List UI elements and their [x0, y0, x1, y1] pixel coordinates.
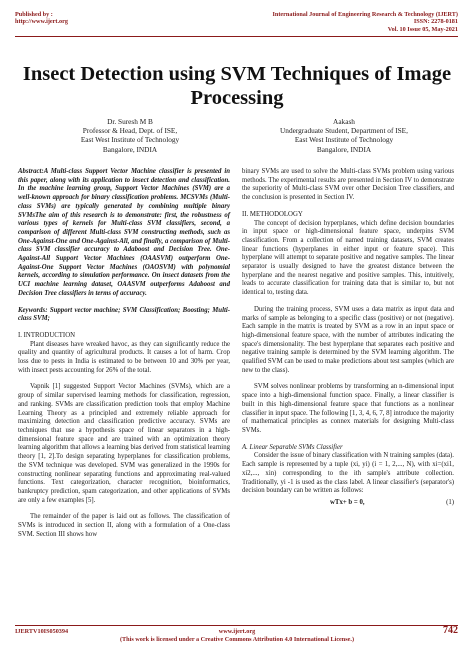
subsection-heading: A. Linear Separable SVMs Classifier	[242, 443, 343, 451]
publisher-header	[15, 11, 68, 26]
journal-issn: ISSN: 2278-0181	[413, 18, 458, 26]
journal-volume: Vol. 10 Issue 05, May-2021	[387, 25, 458, 33]
page-number: 742	[443, 625, 458, 636]
section-heading-methodology: II. METHODOLOGY	[242, 210, 303, 218]
keywords: Keywords: Support vector machine; SVM Classification; Boosting; Multi-class SVM;	[18, 306, 230, 323]
author-block-1	[30, 117, 230, 154]
left-column	[18, 168, 230, 539]
right-column	[242, 168, 454, 508]
license-note: (This work is licensed under a Creative Commons Attribution 4.0 International License.)	[119, 636, 355, 643]
header-rule	[15, 36, 458, 37]
author-institution: East West Institute of Technology	[294, 135, 394, 145]
footer-url[interactable]: www.ijert.org	[218, 628, 256, 635]
paragraph: Plant diseases have wreaked havoc, as they can significantly reduce the quality and quantity of agricultural products. It causes a lot of harm. Crop loss due to pests in India is estimated to be between 10 and 30% per year, with insect pests accounting for 26% of the total.	[18, 340, 230, 374]
publisher-url[interactable]: http://www.ijert.org	[15, 18, 68, 26]
journal-header	[273, 11, 458, 33]
section-heading-introduction: I. INTRODUCTION	[18, 331, 76, 339]
paragraph: binary SVMs are used to solve the Multi-class SVMs problem using various methods. The experimental results are presented in Section IV to demonstrate the superiority of Multi-class SVM over other Decision Tree classifiers, and the conclusion is presented in Section IV.	[242, 168, 454, 202]
equation-number: (1)	[446, 498, 454, 506]
paragraph: During the training process, SVM uses a data matrix as input data and marks of sample as belonging to a specific class (positive) or not (negative). Each sample in the matrix is treated by SVM as a row in an input space or high-dimensional feature space, with the number of attributes indicating the space's dimensionality. The best hyperplane that separates each positive and negative training sample is determined by the SVM learning algorithm. The qualified SVM can be used to make predictions about test samples (which are new to the class).	[242, 305, 454, 374]
author-block-2	[244, 117, 444, 154]
paper-title: Insect Detection using SVM Techniques of Image Processing	[22, 63, 452, 109]
publisher-label: Published by :	[15, 11, 53, 18]
author-role: Undergraduate Student, Department of ISE,	[280, 126, 408, 136]
paragraph: SVM solves nonlinear problems by transforming an n-dimensional input space into a high-dimensional function space. Finally, a linear classifier is built in this high-dimensional feature space that functions as a nonlinear classifier in input space. The following [1, 3, 4, 6, 7, 8] introduce the majority of mathematical principles as connex materials for designing Multi-class SVMs.	[242, 383, 454, 434]
author-location: Bangalore, INDIA	[102, 144, 158, 154]
author-name: Dr. Suresh M B	[107, 117, 153, 126]
equation-1	[242, 499, 454, 508]
author-location: Bangalore, INDIA	[316, 144, 372, 154]
author-institution: East West Institute of Technology	[80, 135, 180, 145]
abstract-label: Abstract:	[18, 168, 44, 175]
paper-id: IJERTV10IS050394	[15, 628, 69, 635]
author-role: Professor & Head, Dept. of ISE,	[82, 126, 178, 136]
abstract	[18, 168, 230, 299]
footer-rule	[15, 625, 458, 626]
paragraph: Consider the issue of binary classification with N training samples (data). Each sample is represented by a tuple (xi, yi) (i = 1, 2,..., N), with xi=(xi1, xi2,..., xin) corresponding to the ith sample's attribute collection. Traditionally, yi -1 is used as the class label. A linear classifier's (separator's) decision boundary can be written as follows:	[242, 452, 454, 495]
author-name: Aakash	[333, 117, 355, 126]
abstract-text: A Multi-class Support Vector Machine classifier is presented in this paper, along with its application to insect detection and classification. In the machine learning group, Support Vector Machines (SVM) are a well-known approach for binary classification problems. MCSVMs (Multi-class SVMs) are typically generated by combining multiple binary SVMsThe aim of this research is to demonstrate: first, the robustness of various types of kernels for Multi-class SVM classifiers, second, a comparison of different Multi-class SVM constructing methods, such as One-Against-One and One-Against-All, and finally, a comparison of Multi-class SVM classifier accuracy to Adaboost and Decision Tree. One-Against-All Support Vector Machines (OAASVM) outperform One-Against-One Support Vector Machines (OAOSVM) with polynomial kernels, according to simulation performance. On insect datasets from the UCI machine learning dataset, OAASVM outperforms Adaboost and Decision Tree classifiers in terms of accuracy.	[18, 168, 230, 297]
paragraph: The remainder of the paper is laid out as follows. The classification of SVMs is introduced in section II, along with a formulation of a One-class SVM. Section III shows how	[18, 513, 230, 538]
paragraph: Vapnik [1] suggested Support Vector Machines (SVMs), which are a group of similar supervised learning methods for classification, regression, and ranking. SVMs are classification prediction tools that employ Machine Learning Theory as a principled and extremely reliable approach for maximizing detection and classification predictive accuracy. SVMs are techniques that use a hypothesis space of linear separators in a high-dimensional feature space and are trained with an optimization theory learning algorithm that allows a learning bias derived from statistical learning theory [1, 2].To design separating hyperplanes for classification problems, the SVM technique was developed. SVM was generalized in the 1990s for constructing nonlinear separating functions and approximating real-valued functions. Text categorization, character recognition, bioinformatics, bankruptcy prediction, spam categorization, and other applications of SVMs are only a few examples [5].	[18, 383, 230, 504]
paragraph: The concept of decision hyperplanes, which define decision boundaries in input space or high-dimensional feature space, underpins SVM classification. From a collection of named training datasets, SVM creates linear functions (hyperplanes in either input or feature space). This hyperplane will attempt to separate positive and negative samples. The linear separator is usually designed to have the greatest distance between the hyperplane and the nearest negative and positive samples. This, intuitively, leads to accurate classification for training data that is similar to, but not identical to, testing data.	[242, 219, 454, 297]
journal-name: International Journal of Engineering Research & Technology (IJERT)	[272, 11, 458, 18]
equation-formula: wTx+ b = 0,	[330, 498, 365, 506]
